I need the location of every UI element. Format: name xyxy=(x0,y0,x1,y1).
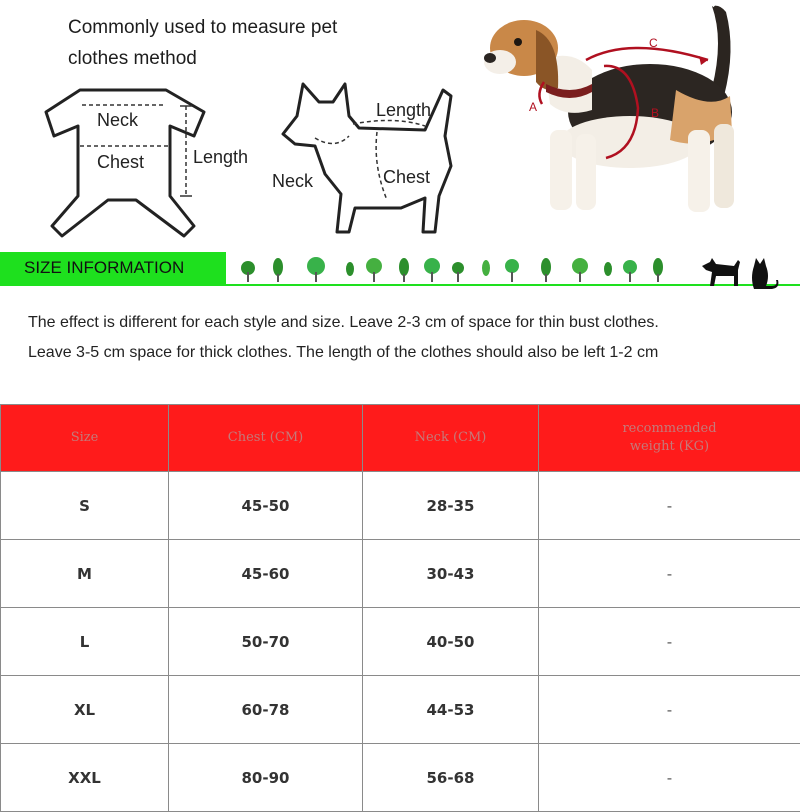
tree-decoration xyxy=(234,254,674,284)
note-line-2: Leave 3-5 cm space for thick clothes. The length of the clothes should also be left 1-2 cm xyxy=(28,344,788,362)
table-row xyxy=(1,608,800,676)
dog-measure-diagram xyxy=(275,76,475,236)
header-size: Size xyxy=(1,405,169,472)
size-info-title: SIZE INFORMATION xyxy=(24,258,184,278)
size-info-divider xyxy=(0,284,800,286)
photo-label-a: A xyxy=(529,100,537,114)
header-chest: Chest (CM) xyxy=(169,405,363,472)
cell-weight: - xyxy=(539,472,800,540)
table-row xyxy=(1,540,800,608)
cell-size: XXL xyxy=(1,744,169,812)
photo-label-c: C xyxy=(649,36,658,50)
cell-weight: - xyxy=(539,744,800,812)
cell-chest: 60-78 xyxy=(169,676,363,744)
note-line-1: The effect is different for each style and size. Leave 2-3 cm of space for thin bust clothes. xyxy=(28,314,788,332)
shirt-length-label: Length xyxy=(193,147,248,168)
cell-neck: 30-43 xyxy=(363,540,539,608)
cell-size: L xyxy=(1,608,169,676)
cell-chest: 50-70 xyxy=(169,608,363,676)
dog-neck-label: Neck xyxy=(272,171,313,192)
cell-chest: 45-60 xyxy=(169,540,363,608)
table-header-row xyxy=(1,405,800,472)
header-weight: recommended weight (KG) xyxy=(539,405,800,472)
cell-weight: - xyxy=(539,540,800,608)
cell-size: S xyxy=(1,472,169,540)
pet-silhouettes-icon xyxy=(700,256,780,290)
dog-length-label: Length xyxy=(376,100,431,121)
cell-size: M xyxy=(1,540,169,608)
header-neck: Neck (CM) xyxy=(363,405,539,472)
cell-size: XL xyxy=(1,676,169,744)
size-table xyxy=(0,404,800,812)
table-row xyxy=(1,676,800,744)
photo-label-b: B xyxy=(651,106,659,120)
cell-weight: - xyxy=(539,608,800,676)
measure-caption: Commonly used to measure pet clothes method xyxy=(68,12,388,74)
cell-chest: 80-90 xyxy=(169,744,363,812)
cell-neck: 44-53 xyxy=(363,676,539,744)
cell-neck: 56-68 xyxy=(363,744,539,812)
shirt-neck-label: Neck xyxy=(97,110,138,131)
cell-weight: - xyxy=(539,676,800,744)
dog-chest-label: Chest xyxy=(383,167,430,188)
beagle-photo xyxy=(480,0,800,230)
cell-chest: 45-50 xyxy=(169,472,363,540)
cell-neck: 28-35 xyxy=(363,472,539,540)
table-row xyxy=(1,744,800,812)
table-row xyxy=(1,472,800,540)
cell-neck: 40-50 xyxy=(363,608,539,676)
shirt-chest-label: Chest xyxy=(97,152,144,173)
